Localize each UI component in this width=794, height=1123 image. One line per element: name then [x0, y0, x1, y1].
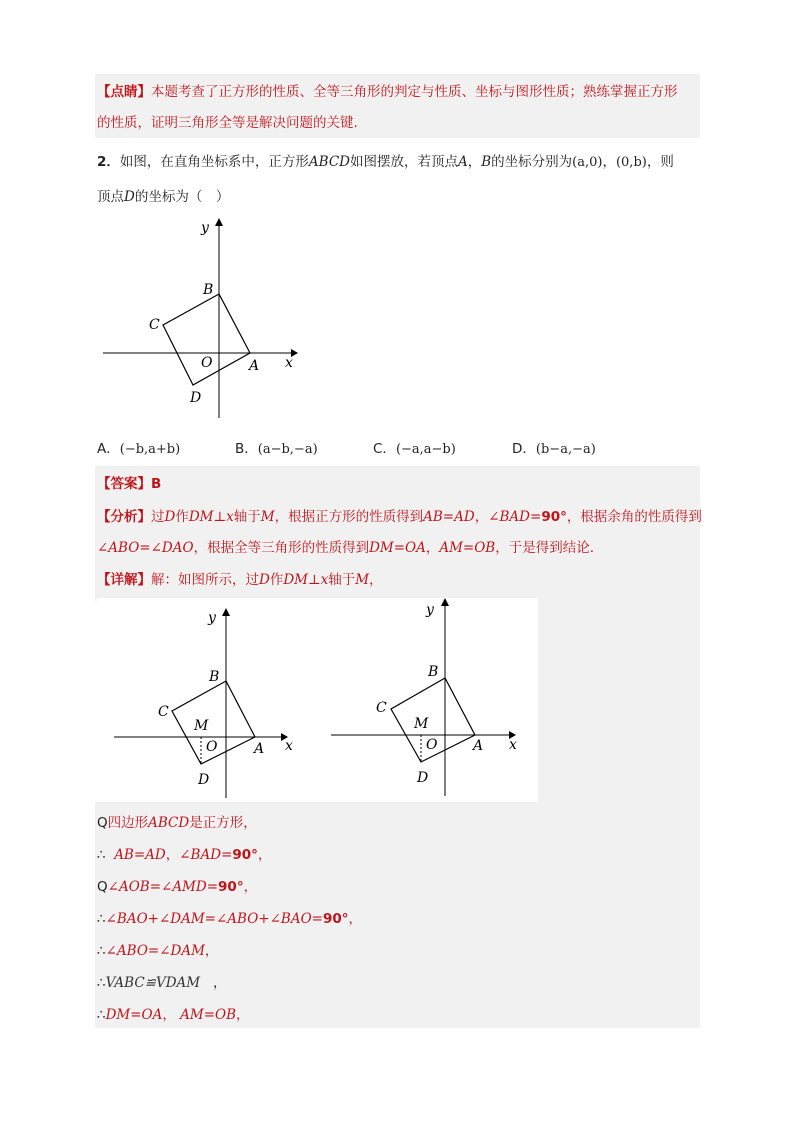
- proof-symbol: ∴: [97, 911, 106, 927]
- question-line2b: 的坐标为（ ）: [134, 189, 230, 205]
- proof-text: ，: [213, 975, 227, 991]
- analysis-text: ，根据正方形的性质得到: [274, 509, 424, 525]
- proof-line-2: [97, 845, 271, 865]
- label-y: y: [426, 602, 434, 618]
- label-D: D: [198, 772, 210, 788]
- analysis-var: ∠BAD=: [488, 509, 542, 525]
- label-M: M: [414, 716, 429, 732]
- analysis-line-2: [97, 538, 594, 558]
- question-abcd: ABCD: [308, 154, 350, 170]
- label-x: x: [285, 738, 293, 754]
- y-axis-arrow: [222, 608, 230, 616]
- proof-text: ，: [257, 847, 272, 863]
- label-A: A: [249, 358, 260, 374]
- proof-var: ∠BAD=: [179, 847, 233, 863]
- question-figure: [95, 212, 305, 420]
- proof-symbol: ∴: [97, 1007, 106, 1023]
- analysis-var: ∠ABO=∠DAO: [97, 540, 194, 556]
- analysis-text: ，: [425, 540, 440, 556]
- label-A: A: [473, 738, 484, 754]
- proof-var: AB=AD: [114, 847, 166, 863]
- option-d-value: (b−a,−a): [535, 442, 596, 457]
- question-coord2: (0,b): [615, 155, 647, 170]
- detail-var: M: [355, 572, 370, 588]
- option-b-label: B．: [235, 441, 258, 457]
- analysis-var: DM⊥x: [188, 509, 234, 525]
- label-x: x: [285, 355, 293, 371]
- analysis-text: 作: [175, 509, 189, 525]
- proof-text: 四边形: [107, 815, 149, 831]
- question-coord1: (a,0): [572, 155, 603, 170]
- label-C: C: [158, 704, 169, 720]
- question-text-d: ，则: [646, 154, 674, 170]
- option-c[interactable]: [373, 437, 456, 457]
- label-C: C: [149, 317, 160, 333]
- proof-text: ，: [348, 911, 362, 927]
- proof-text: ，: [162, 1007, 176, 1023]
- label-O: O: [426, 737, 438, 753]
- proof-text: ，: [204, 943, 219, 959]
- proof-line-3: [97, 877, 257, 897]
- proof-degree: 90°: [218, 879, 244, 895]
- option-a-label: A．: [97, 441, 120, 457]
- analysis-text: 轴于: [233, 509, 261, 525]
- proof-line-7: [97, 1005, 250, 1025]
- label-B: B: [209, 669, 220, 685]
- option-c-value: (−a,a−b): [395, 442, 456, 457]
- question-b: B: [481, 154, 492, 170]
- question-text-c: 的坐标分别为: [491, 154, 573, 170]
- detail-text: 作: [269, 572, 284, 588]
- proof-line-6: [97, 973, 227, 993]
- detail-text: ，: [369, 572, 383, 588]
- proof-symbol: Q: [97, 815, 108, 831]
- label-y: y: [201, 220, 209, 236]
- answer-line: [97, 474, 161, 494]
- proof-text: ，: [236, 1007, 250, 1023]
- square-abcd: [163, 294, 250, 385]
- proof-degree: 90°: [322, 911, 349, 927]
- detail-line: [97, 570, 383, 590]
- solution-figure-left: [97, 598, 317, 802]
- question-number: 2．: [97, 154, 120, 170]
- analysis-text: ，根据余角的性质得到: [566, 509, 702, 525]
- answer-tag: 【答案】: [97, 476, 151, 492]
- option-b-value: (a−b,−a): [257, 442, 318, 457]
- analysis-var: AM=OB: [439, 540, 496, 556]
- question-text-a: 如图，在直角坐标系中，正方形: [119, 154, 309, 170]
- question-line-1: [97, 152, 674, 173]
- proof-line-4: [97, 909, 362, 929]
- proof-congruence: VABC≌VDAM: [105, 975, 201, 991]
- question-d: D: [124, 189, 135, 205]
- analysis-text: 过: [151, 509, 165, 525]
- analysis-var: DM=OA: [369, 540, 426, 556]
- proof-var: ∠AOB=∠AMD=: [107, 879, 219, 895]
- analysis-text: ，: [474, 509, 489, 525]
- analysis-line-1: [97, 507, 702, 527]
- solution-figure-right: [317, 598, 537, 802]
- label-D: D: [190, 390, 202, 406]
- proof-line-1: [97, 813, 257, 833]
- proof-symbol: Q: [97, 879, 108, 895]
- option-a[interactable]: [97, 437, 180, 457]
- label-A: A: [254, 741, 265, 757]
- proof-text: 是正方形，: [189, 815, 257, 831]
- note-tag: 【点睛】: [97, 84, 151, 100]
- label-O: O: [206, 739, 218, 755]
- label-B: B: [203, 282, 214, 298]
- analysis-var: D: [164, 509, 176, 525]
- detail-var: DM⊥x: [283, 572, 329, 588]
- label-O: O: [201, 355, 213, 371]
- proof-text: ，: [165, 847, 180, 863]
- analysis-tag: 【分析】: [97, 509, 151, 525]
- note-line-1: [97, 82, 678, 102]
- question-a: A: [457, 154, 468, 170]
- note-text-1: 本题考查了正方形的性质、全等三角形的判定与性质、坐标与图形性质；熟练掌握正方形: [151, 84, 678, 100]
- solution-figures: [97, 598, 538, 802]
- proof-var: ∠ABO=∠DAM: [105, 943, 205, 959]
- proof-var: ABCD: [148, 815, 190, 831]
- analysis-var: AB=AD: [423, 509, 475, 525]
- option-d-label: D．: [512, 441, 536, 457]
- note-line-2: [97, 113, 358, 133]
- question-text-b: 如图摆放，若顶点: [349, 154, 458, 170]
- detail-var: D: [259, 572, 270, 588]
- question-sep: ，: [602, 154, 616, 170]
- analysis-text: ，于是得到结论.: [495, 540, 595, 556]
- detail-text: 解：如图所示，过: [151, 572, 259, 588]
- note-text-2: 的性质，证明三角形全等是解决问题的关键.: [97, 115, 358, 131]
- label-x: x: [509, 737, 517, 753]
- label-M: M: [194, 718, 209, 734]
- proof-line-5: [97, 941, 218, 961]
- proof-symbol: ∴: [97, 943, 106, 959]
- label-B: B: [428, 664, 439, 680]
- question-line2a: 顶点: [97, 189, 124, 205]
- detail-tag: 【详解】: [97, 572, 151, 588]
- y-axis-arrow: [215, 218, 223, 226]
- label-C: C: [376, 700, 387, 716]
- option-a-value: (−b,a+b): [119, 442, 181, 457]
- proof-var: AM=OB: [180, 1007, 237, 1023]
- option-c-label: C．: [373, 441, 396, 457]
- analysis-var: M: [260, 509, 275, 525]
- proof-var: ∠BAO+∠DAM=∠ABO+∠BAO=: [105, 911, 323, 927]
- label-y: y: [208, 610, 216, 626]
- detail-text: 轴于: [328, 572, 356, 588]
- proof-var: DM=OA: [105, 1007, 163, 1023]
- answer-value: B: [151, 476, 162, 492]
- option-b[interactable]: [235, 437, 318, 457]
- proof-text: ，: [243, 879, 258, 895]
- label-D: D: [417, 770, 429, 786]
- option-d[interactable]: [512, 437, 596, 457]
- question-line-2: [97, 187, 229, 207]
- proof-symbol: ∴: [97, 847, 106, 863]
- y-axis-arrow: [441, 598, 449, 606]
- question-comma: ，: [467, 154, 482, 170]
- analysis-text: ，根据全等三角形的性质得到: [193, 540, 370, 556]
- proof-degree: 90°: [232, 847, 258, 863]
- proof-symbol: ∴: [97, 975, 106, 991]
- analysis-degree: 90°: [541, 509, 567, 525]
